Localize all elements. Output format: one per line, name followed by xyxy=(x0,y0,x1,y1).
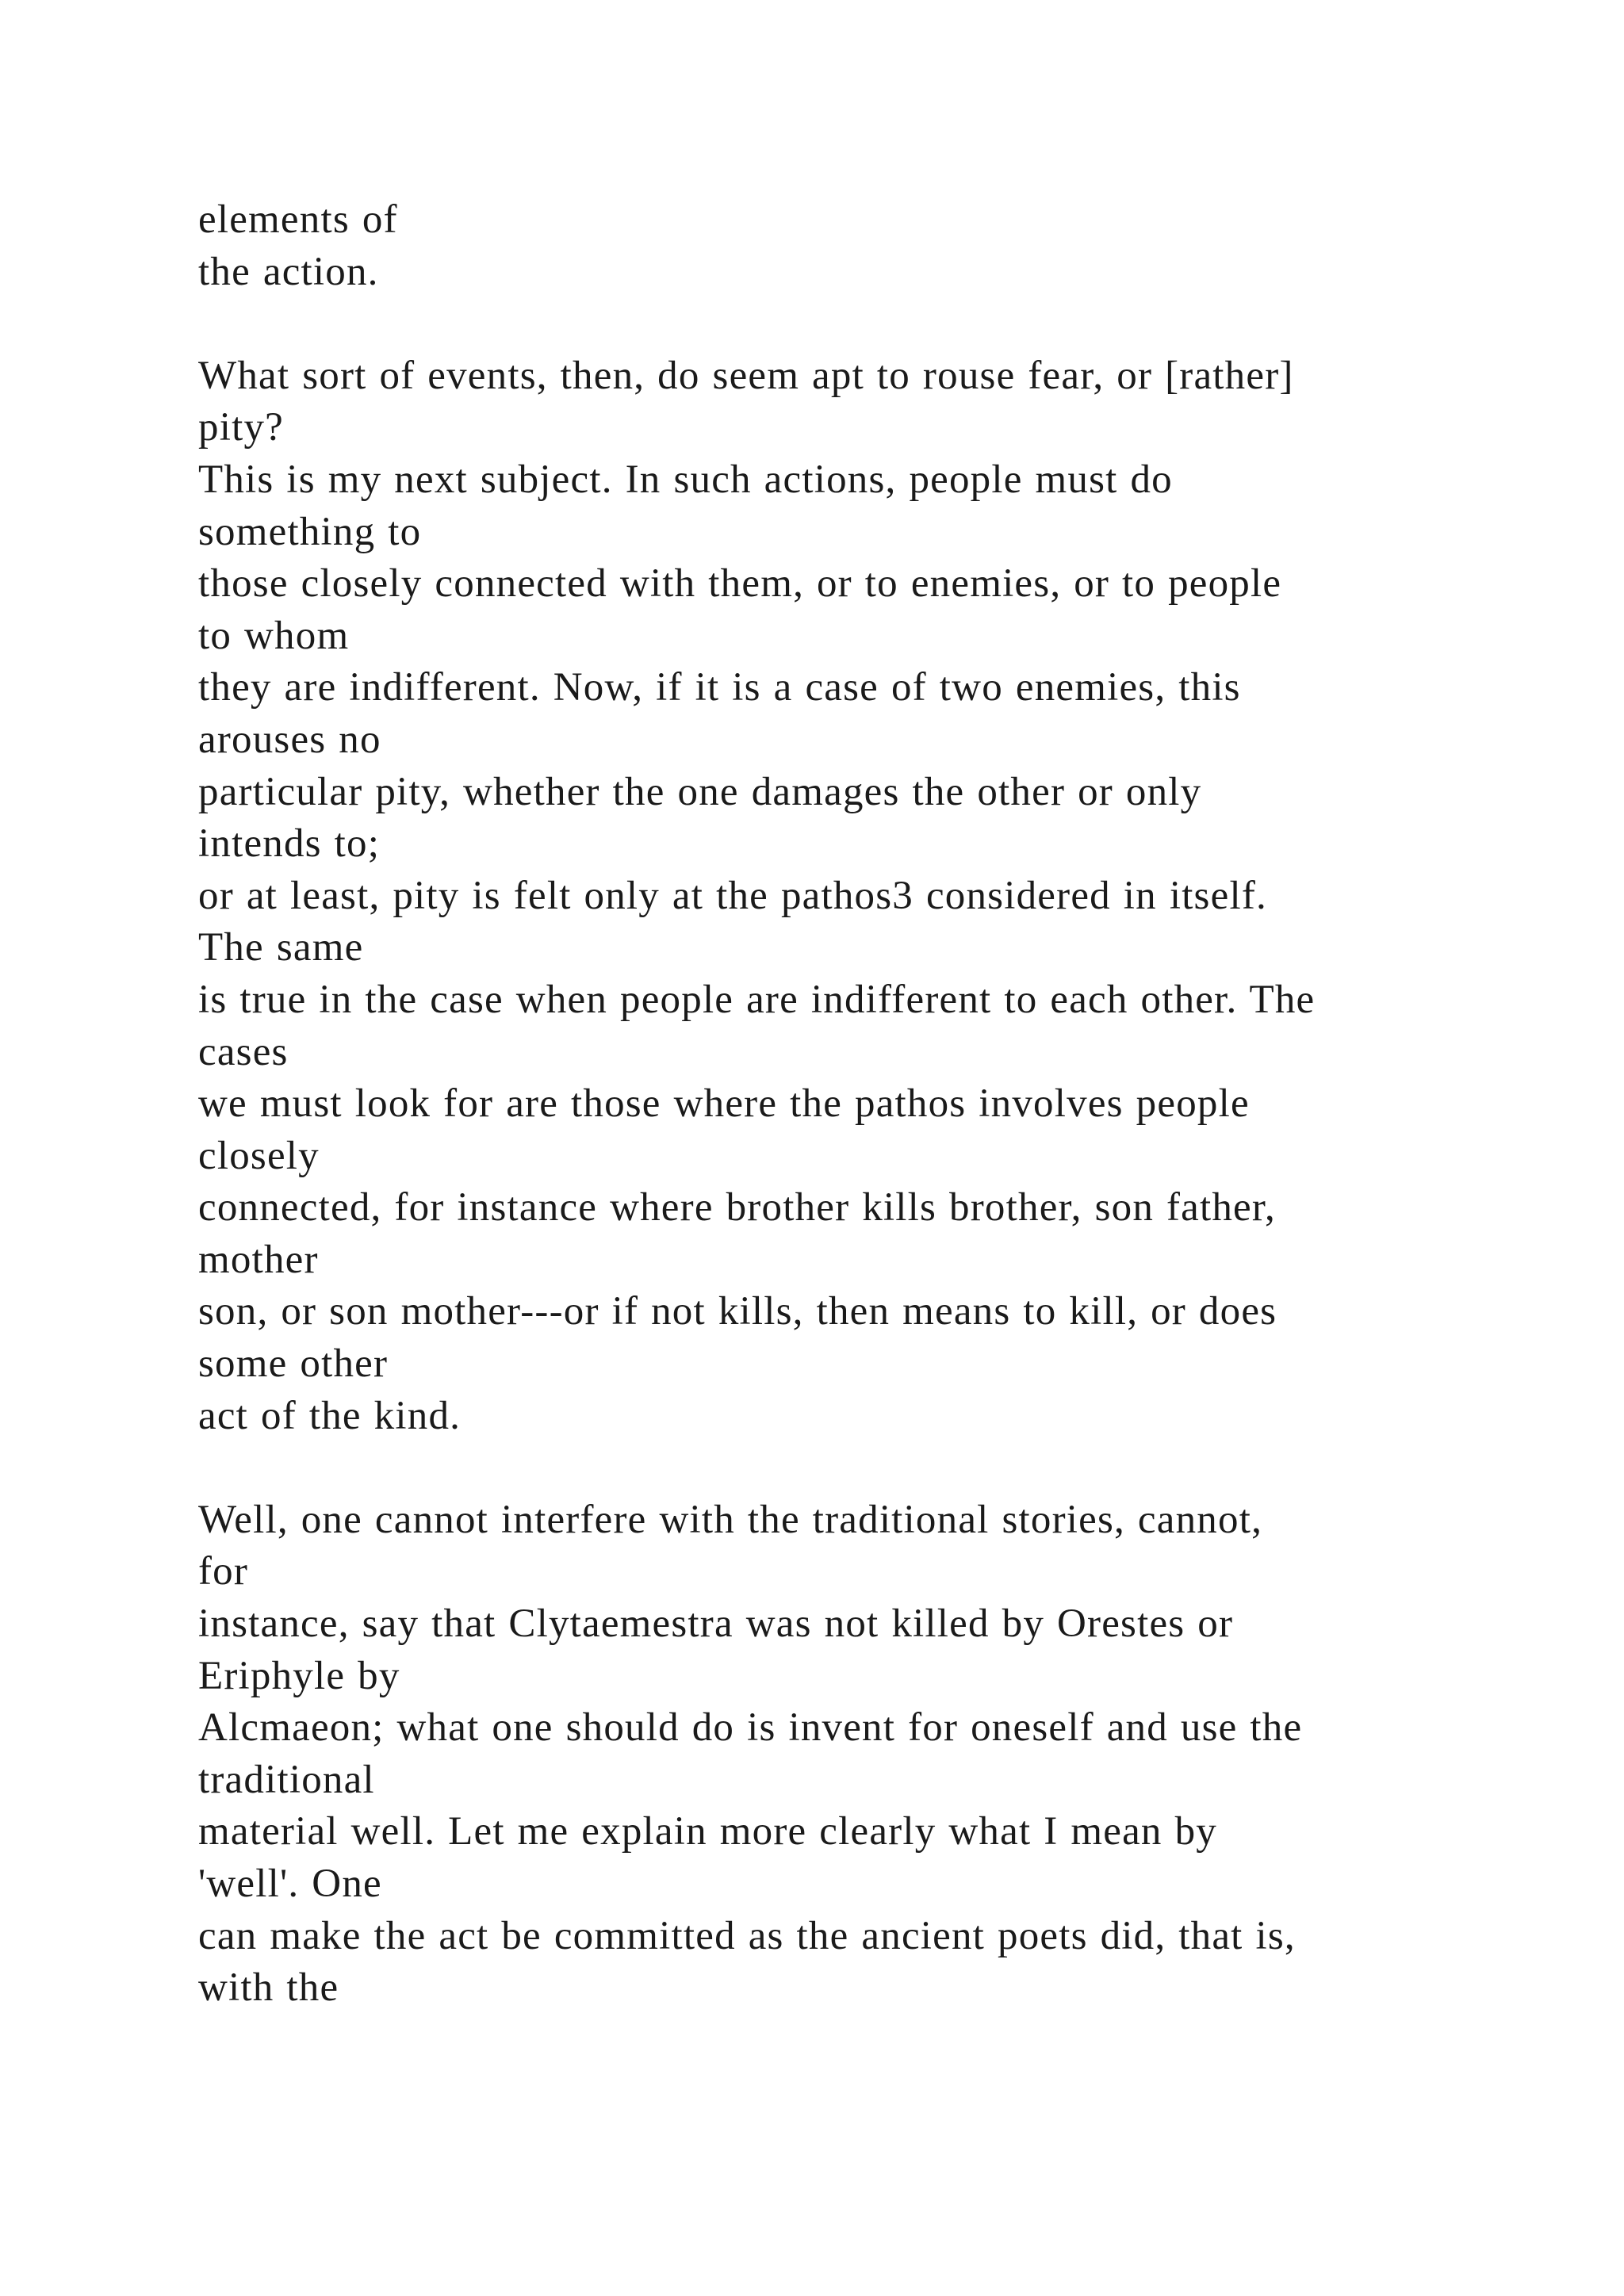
text-line: cases xyxy=(198,1029,289,1074)
text-line: with the xyxy=(198,1965,339,2011)
text-line: intends to; xyxy=(198,821,381,867)
body-text xyxy=(198,194,1546,2015)
text-line: closely xyxy=(198,1133,320,1178)
text-line: The same xyxy=(198,925,364,970)
text-line: material well. Let me explain more clearly what I mean by xyxy=(198,1809,1217,1854)
text-line: instance, say that Clytaemestra was not killed by Orestes or xyxy=(198,1601,1234,1647)
text-line: son, or son mother---or if not kills, then means to kill, or does xyxy=(198,1289,1277,1334)
text-line: the action. xyxy=(198,249,379,294)
text-line: to whom xyxy=(198,613,350,658)
text-line: Eriphyle by xyxy=(198,1653,400,1698)
text-line: is true in the case when people are indifferent to each other. The xyxy=(198,977,1316,1022)
text-line: Well, one cannot interfere with the traditional stories, cannot, xyxy=(198,1497,1263,1542)
text-line: arouses no xyxy=(198,717,381,762)
blank-line xyxy=(198,298,1546,350)
blank-line xyxy=(198,1442,1546,1494)
text-line: for xyxy=(198,1549,249,1594)
text-line: we must look for are those where the pathos involves people xyxy=(198,1081,1250,1127)
text-line: mother xyxy=(198,1237,319,1282)
text-line: some other xyxy=(198,1341,389,1387)
text-line: 'well'. One xyxy=(198,1862,382,1906)
text-line: What sort of events, then, do seem apt to rouse fear, or [rather] xyxy=(198,353,1294,398)
text-line: This is my next subject. In such actions, people must do xyxy=(198,457,1173,502)
text-line: Alcmaeon; what one should do is invent for oneself and use the xyxy=(198,1705,1303,1751)
text-line: pity? xyxy=(198,405,284,450)
text-line: act of the kind. xyxy=(198,1393,462,1438)
text-line: something to xyxy=(198,509,422,554)
text-line: connected, for instance where brother kills brother, son father, xyxy=(198,1185,1276,1230)
text-line: particular pity, whether the one damages the other or only xyxy=(198,769,1202,814)
text-line: elements of xyxy=(198,197,398,242)
text-line: they are indifferent. Now, if it is a case of two enemies, this xyxy=(198,665,1241,710)
text-line: those closely connected with them, or to enemies, or to people xyxy=(198,561,1282,607)
text-line: or at least, pity is felt only at the pathos3 considered in itself. xyxy=(198,873,1267,918)
text-line: traditional xyxy=(198,1757,375,1802)
text-line: can make the act be committed as the ancient poets did, that is, xyxy=(198,1913,1296,1958)
